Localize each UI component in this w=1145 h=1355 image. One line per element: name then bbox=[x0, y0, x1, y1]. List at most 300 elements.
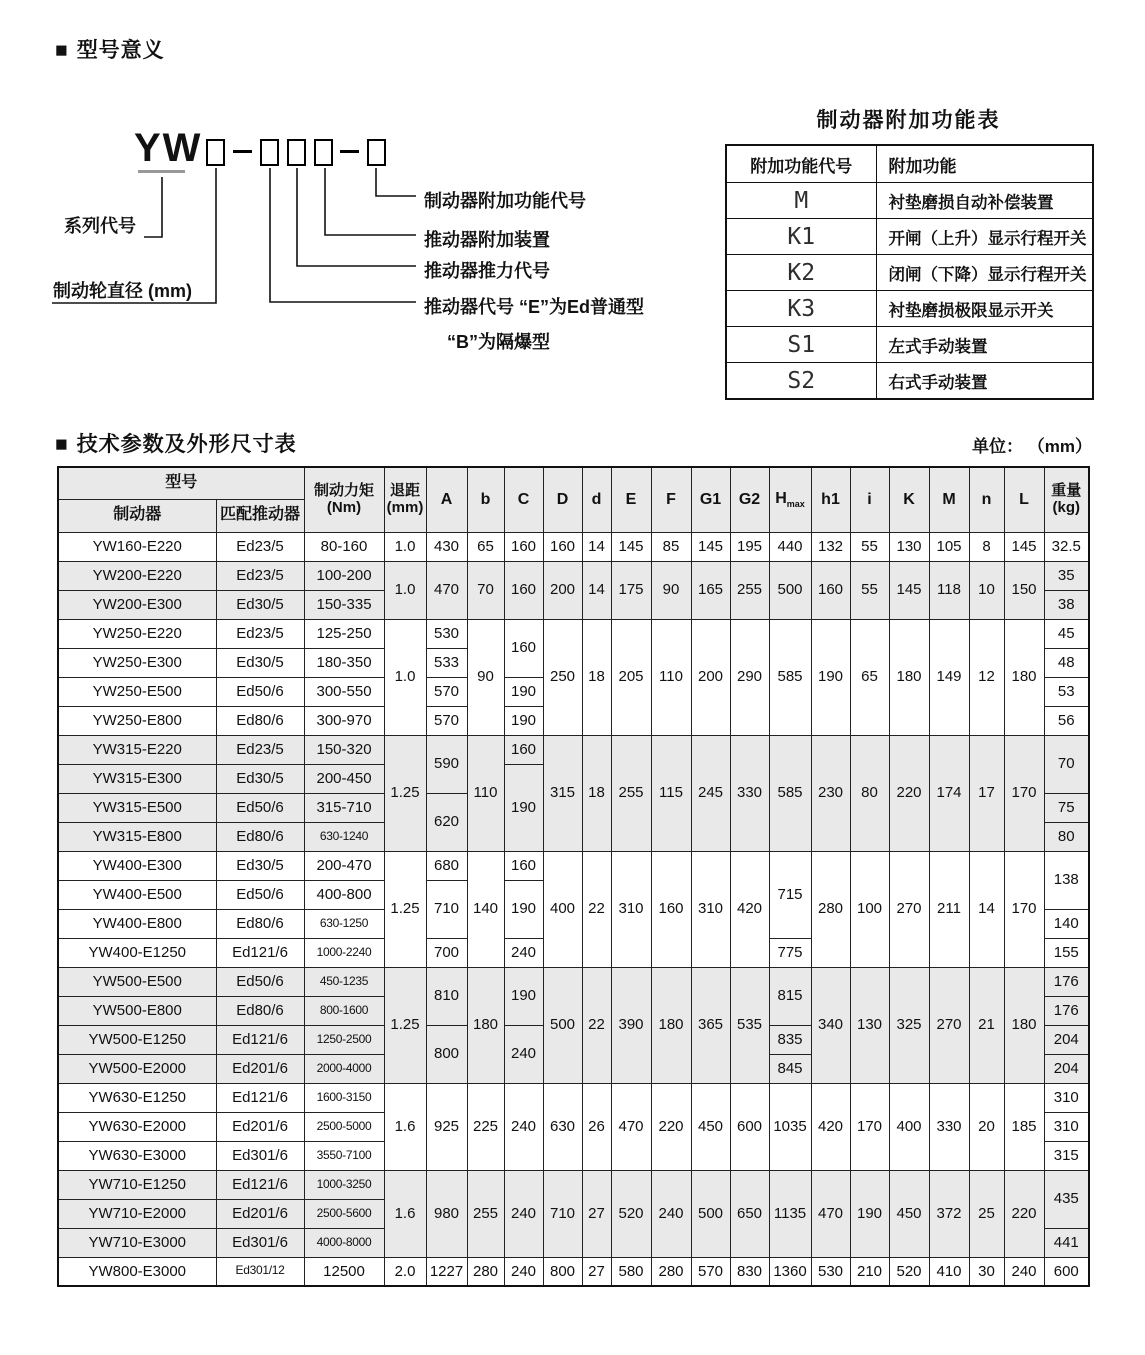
table-cell: 176 bbox=[1044, 967, 1089, 996]
table-cell: YW630-E3000 bbox=[58, 1141, 216, 1170]
table-cell: 140 bbox=[467, 851, 504, 967]
table-cell: YW630-E2000 bbox=[58, 1112, 216, 1141]
table-row bbox=[58, 1170, 1089, 1199]
table-cell: 255 bbox=[730, 561, 769, 619]
table-cell: 211 bbox=[929, 851, 969, 967]
table-cell: 630 bbox=[543, 1083, 582, 1170]
table-cell: 55 bbox=[850, 532, 889, 561]
column-header-a: A bbox=[426, 467, 467, 532]
function-description: 开闸（上升）显示行程开关 bbox=[876, 219, 1093, 255]
table-cell: 18 bbox=[582, 735, 611, 851]
table-cell: 1360 bbox=[769, 1257, 811, 1286]
table-cell: 500 bbox=[769, 561, 811, 619]
column-header-torque bbox=[304, 467, 384, 532]
table-cell: YW250-E500 bbox=[58, 677, 216, 706]
section1-title-text: 型号意义 bbox=[76, 39, 165, 62]
table-cell: 715 bbox=[769, 851, 811, 938]
table-cell: YW500-E2000 bbox=[58, 1054, 216, 1083]
table-cell: 17 bbox=[969, 735, 1004, 851]
table-cell: 170 bbox=[1004, 851, 1044, 967]
table-cell: 145 bbox=[691, 532, 730, 561]
table-cell: 310 bbox=[611, 851, 651, 967]
column-header-function-code: 附加功能代号 bbox=[726, 145, 876, 183]
table-cell: 180 bbox=[651, 967, 691, 1083]
table-cell: 590 bbox=[426, 735, 467, 793]
table-cell: 2500-5000 bbox=[304, 1112, 384, 1141]
table-cell: Ed80/6 bbox=[216, 996, 304, 1025]
table-cell: 270 bbox=[889, 851, 929, 967]
table-cell: 1.25 bbox=[384, 967, 426, 1083]
table-cell: 190 bbox=[504, 706, 543, 735]
table-cell: 1000-2240 bbox=[304, 938, 384, 967]
table-cell: 25 bbox=[969, 1170, 1004, 1257]
main-table bbox=[57, 466, 1090, 1287]
table-cell: 280 bbox=[467, 1257, 504, 1286]
table-cell: 700 bbox=[426, 938, 467, 967]
function-table bbox=[725, 144, 1094, 400]
function-description: 衬垫磨损自动补偿装置 bbox=[876, 183, 1093, 219]
table-cell: YW315-E500 bbox=[58, 793, 216, 822]
table-cell: YW630-E1250 bbox=[58, 1083, 216, 1112]
table-cell: 160 bbox=[504, 532, 543, 561]
table-cell: 570 bbox=[426, 706, 467, 735]
table-cell: Ed301/6 bbox=[216, 1141, 304, 1170]
table-cell: 48 bbox=[1044, 648, 1089, 677]
table-cell: 105 bbox=[929, 532, 969, 561]
table-cell: Ed30/5 bbox=[216, 851, 304, 880]
table-cell: 470 bbox=[611, 1083, 651, 1170]
torque-header-line2: (Nm) bbox=[326, 498, 362, 516]
table-cell: 20 bbox=[969, 1083, 1004, 1170]
table-cell: 180 bbox=[467, 967, 504, 1083]
table-cell: YW250-E300 bbox=[58, 648, 216, 677]
table-cell: 130 bbox=[850, 967, 889, 1083]
table-cell: 160 bbox=[504, 561, 543, 619]
table-cell: 630-1250 bbox=[304, 909, 384, 938]
table-cell: YW250-E800 bbox=[58, 706, 216, 735]
function-table-row bbox=[726, 291, 1093, 327]
table-cell: 470 bbox=[811, 1170, 850, 1257]
function-code: M bbox=[726, 183, 876, 219]
weight-header-line2: (kg) bbox=[1052, 498, 1081, 516]
table-cell: 520 bbox=[611, 1170, 651, 1257]
table-cell: 430 bbox=[426, 532, 467, 561]
table-cell: 835 bbox=[769, 1025, 811, 1054]
table-cell: 27 bbox=[582, 1257, 611, 1286]
column-header-d: d bbox=[582, 467, 611, 532]
table-cell: 200 bbox=[543, 561, 582, 619]
table-cell: 200 bbox=[691, 619, 730, 735]
unit-label: 单位： （mm） bbox=[972, 437, 1092, 456]
table-cell: 240 bbox=[504, 1025, 543, 1083]
table-cell: 520 bbox=[889, 1257, 929, 1286]
table-cell: 1.6 bbox=[384, 1170, 426, 1257]
table-cell: 300-970 bbox=[304, 706, 384, 735]
column-header-k: K bbox=[889, 467, 929, 532]
table-cell: 240 bbox=[504, 1170, 543, 1257]
label-brake-function-code: 制动器附加功能代号 bbox=[424, 191, 586, 211]
table-cell: 200-470 bbox=[304, 851, 384, 880]
table-cell: 115 bbox=[651, 735, 691, 851]
column-header-model: 型号 bbox=[58, 467, 304, 499]
table-cell: 110 bbox=[651, 619, 691, 735]
table-cell: 500 bbox=[691, 1170, 730, 1257]
table-cell: 245 bbox=[691, 735, 730, 851]
table-cell: 800 bbox=[543, 1257, 582, 1286]
column-header-g2: G2 bbox=[730, 467, 769, 532]
section-bullet-icon: ■ bbox=[55, 433, 69, 456]
table-cell: Ed121/6 bbox=[216, 1025, 304, 1054]
table-cell: 1.25 bbox=[384, 735, 426, 851]
function-table-row bbox=[726, 327, 1093, 363]
table-cell: 580 bbox=[611, 1257, 651, 1286]
weight-header-line1: 重量 bbox=[1051, 482, 1082, 500]
table-cell: 325 bbox=[889, 967, 929, 1083]
table-cell: 110 bbox=[467, 735, 504, 851]
table-cell: Ed121/6 bbox=[216, 938, 304, 967]
table-cell: 145 bbox=[889, 561, 929, 619]
table-cell: 80-160 bbox=[304, 532, 384, 561]
table-cell: 45 bbox=[1044, 619, 1089, 648]
column-header-e: E bbox=[611, 467, 651, 532]
table-cell: 315 bbox=[1044, 1141, 1089, 1170]
table-cell: Ed23/5 bbox=[216, 735, 304, 764]
table-cell: 4000-8000 bbox=[304, 1228, 384, 1257]
table-cell: 800 bbox=[426, 1025, 467, 1083]
table-cell: 38 bbox=[1044, 590, 1089, 619]
table-cell: 18 bbox=[582, 619, 611, 735]
table-cell: 240 bbox=[504, 938, 543, 967]
table-cell: 340 bbox=[811, 967, 850, 1083]
table-cell: 435 bbox=[1044, 1170, 1089, 1228]
table-cell: 175 bbox=[611, 561, 651, 619]
table-cell: 70 bbox=[1044, 735, 1089, 793]
table-cell: 190 bbox=[850, 1170, 889, 1257]
table-cell: 600 bbox=[1044, 1257, 1089, 1286]
table-cell: 56 bbox=[1044, 706, 1089, 735]
table-cell: 65 bbox=[850, 619, 889, 735]
table-row bbox=[58, 851, 1089, 880]
table-cell: 1.6 bbox=[384, 1083, 426, 1170]
table-cell: YW710-E2000 bbox=[58, 1199, 216, 1228]
table-cell: 710 bbox=[543, 1170, 582, 1257]
table-cell: 830 bbox=[730, 1257, 769, 1286]
table-cell: 22 bbox=[582, 851, 611, 967]
table-cell: 310 bbox=[1044, 1083, 1089, 1112]
table-cell: YW500-E800 bbox=[58, 996, 216, 1025]
section-title-parameters bbox=[55, 428, 297, 458]
table-cell: Ed50/6 bbox=[216, 677, 304, 706]
table-cell: 14 bbox=[969, 851, 1004, 967]
table-cell: 130 bbox=[889, 532, 929, 561]
table-cell: 280 bbox=[651, 1257, 691, 1286]
column-header-hmax: $H_{max}$ bbox=[769, 467, 811, 532]
function-table-header-row bbox=[726, 145, 1093, 183]
table-cell: 1.25 bbox=[384, 851, 426, 967]
table-row bbox=[58, 967, 1089, 996]
table-cell: 710 bbox=[426, 880, 467, 938]
table-cell: 240 bbox=[1004, 1257, 1044, 1286]
column-header-n: n bbox=[969, 467, 1004, 532]
table-cell: 132 bbox=[811, 532, 850, 561]
function-table-row bbox=[726, 219, 1093, 255]
table-cell: 204 bbox=[1044, 1054, 1089, 1083]
model-digit-box-attachment bbox=[314, 139, 333, 166]
table-cell: Ed30/5 bbox=[216, 648, 304, 677]
table-cell: Ed30/5 bbox=[216, 590, 304, 619]
table-cell: 210 bbox=[850, 1257, 889, 1286]
table-cell: 3550-7100 bbox=[304, 1141, 384, 1170]
table-cell: 176 bbox=[1044, 996, 1089, 1025]
table-cell: YW315-E220 bbox=[58, 735, 216, 764]
table-cell: 570 bbox=[426, 677, 467, 706]
table-cell: 190 bbox=[504, 677, 543, 706]
table-cell: 14 bbox=[582, 561, 611, 619]
table-cell: 1000-3250 bbox=[304, 1170, 384, 1199]
column-header-brake: 制动器 bbox=[58, 499, 216, 532]
torque-header-line1: 制动力矩 bbox=[314, 482, 375, 500]
table-cell: 204 bbox=[1044, 1025, 1089, 1054]
table-cell: 180 bbox=[1004, 967, 1044, 1083]
function-table-row bbox=[726, 363, 1093, 400]
table-cell: 150 bbox=[1004, 561, 1044, 619]
table-cell: 620 bbox=[426, 793, 467, 851]
table-cell: 441 bbox=[1044, 1228, 1089, 1257]
main-table-header-row-1 bbox=[58, 467, 1089, 499]
table-cell: 190 bbox=[504, 880, 543, 938]
table-cell: 27 bbox=[582, 1170, 611, 1257]
table-cell: YW500-E1250 bbox=[58, 1025, 216, 1054]
table-cell: 35 bbox=[1044, 561, 1089, 590]
table-cell: 315-710 bbox=[304, 793, 384, 822]
table-cell: 65 bbox=[467, 532, 504, 561]
table-cell: Ed23/5 bbox=[216, 532, 304, 561]
table-cell: 14 bbox=[582, 532, 611, 561]
table-cell: 450-1235 bbox=[304, 967, 384, 996]
table-cell: 300-550 bbox=[304, 677, 384, 706]
table-cell: 220 bbox=[889, 735, 929, 851]
table-cell: 149 bbox=[929, 619, 969, 735]
table-cell: 585 bbox=[769, 735, 811, 851]
column-header-f: F bbox=[651, 467, 691, 532]
table-cell: 26 bbox=[582, 1083, 611, 1170]
function-description: 衬垫磨损极限显示开关 bbox=[876, 291, 1093, 327]
label-wheel-diameter: 制动轮直径 (mm) bbox=[53, 281, 192, 301]
table-cell: 2.0 bbox=[384, 1257, 426, 1286]
table-cell: 290 bbox=[730, 619, 769, 735]
main-table-body bbox=[58, 532, 1089, 1286]
table-cell: 12500 bbox=[304, 1257, 384, 1286]
table-cell: 450 bbox=[691, 1083, 730, 1170]
table-cell: 310 bbox=[1044, 1112, 1089, 1141]
table-cell: YW315-E800 bbox=[58, 822, 216, 851]
column-header-l: L bbox=[1004, 467, 1044, 532]
table-cell: Ed80/6 bbox=[216, 706, 304, 735]
column-header-c: C bbox=[504, 467, 543, 532]
model-digit-box-thrust bbox=[287, 139, 306, 166]
table-cell: 160 bbox=[504, 735, 543, 764]
column-header-i: i bbox=[850, 467, 889, 532]
table-cell: 70 bbox=[467, 561, 504, 619]
table-cell: 53 bbox=[1044, 677, 1089, 706]
table-cell: 440 bbox=[769, 532, 811, 561]
table-cell: 1.0 bbox=[384, 561, 426, 619]
table-cell: 420 bbox=[811, 1083, 850, 1170]
label-series-code: 系列代号 bbox=[64, 216, 136, 236]
table-cell: Ed80/6 bbox=[216, 822, 304, 851]
table-cell: 80 bbox=[850, 735, 889, 851]
table-cell: 2500-5600 bbox=[304, 1199, 384, 1228]
table-cell: 145 bbox=[611, 532, 651, 561]
table-cell: 138 bbox=[1044, 851, 1089, 909]
function-code: S2 bbox=[726, 363, 876, 400]
table-cell: 170 bbox=[850, 1083, 889, 1170]
function-table-body bbox=[726, 183, 1093, 400]
model-digit-box-thruster-code bbox=[260, 139, 279, 166]
column-header-d: D bbox=[543, 467, 582, 532]
table-cell: 1600-3150 bbox=[304, 1083, 384, 1112]
table-cell: 190 bbox=[811, 619, 850, 735]
table-cell: 2000-4000 bbox=[304, 1054, 384, 1083]
table-cell: 118 bbox=[929, 561, 969, 619]
table-cell: 160 bbox=[651, 851, 691, 967]
table-cell: 650 bbox=[730, 1170, 769, 1257]
table-cell: YW400-E300 bbox=[58, 851, 216, 880]
table-cell: 190 bbox=[504, 967, 543, 1025]
table-cell: 630-1240 bbox=[304, 822, 384, 851]
table-cell: 21 bbox=[969, 967, 1004, 1083]
table-cell: 530 bbox=[811, 1257, 850, 1286]
table-cell: 680 bbox=[426, 851, 467, 880]
function-table-title: 制动器附加功能表 bbox=[816, 109, 1001, 132]
table-cell: 220 bbox=[651, 1083, 691, 1170]
label-thruster-attachment: 推动器附加装置 bbox=[424, 230, 550, 250]
table-row bbox=[58, 561, 1089, 590]
table-cell: 775 bbox=[769, 938, 811, 967]
table-cell: Ed23/5 bbox=[216, 561, 304, 590]
gap-header-line1: 退距 bbox=[390, 482, 421, 500]
column-header-h1: h1 bbox=[811, 467, 850, 532]
table-cell: 533 bbox=[426, 648, 467, 677]
table-cell: Ed201/6 bbox=[216, 1199, 304, 1228]
table-cell: 80 bbox=[1044, 822, 1089, 851]
table-cell: 1.0 bbox=[384, 619, 426, 735]
column-header-thruster: 匹配推动器 bbox=[216, 499, 304, 532]
table-cell: 420 bbox=[730, 851, 769, 967]
table-cell: YW710-E1250 bbox=[58, 1170, 216, 1199]
table-cell: 980 bbox=[426, 1170, 467, 1257]
column-header-weight bbox=[1044, 467, 1089, 532]
table-cell: 270 bbox=[929, 967, 969, 1083]
table-cell: 230 bbox=[811, 735, 850, 851]
function-table-row bbox=[726, 183, 1093, 219]
table-cell: 310 bbox=[691, 851, 730, 967]
table-cell: 85 bbox=[651, 532, 691, 561]
table-cell: YW200-E300 bbox=[58, 590, 216, 619]
table-cell: 280 bbox=[811, 851, 850, 967]
model-prefix: YW bbox=[134, 126, 203, 170]
table-cell: 205 bbox=[611, 619, 651, 735]
table-cell: 365 bbox=[691, 967, 730, 1083]
table-cell: 155 bbox=[1044, 938, 1089, 967]
table-cell: 330 bbox=[730, 735, 769, 851]
table-cell: YW710-E3000 bbox=[58, 1228, 216, 1257]
table-cell: 8 bbox=[969, 532, 1004, 561]
table-cell: 570 bbox=[691, 1257, 730, 1286]
table-cell: 1035 bbox=[769, 1083, 811, 1170]
table-row bbox=[58, 1257, 1089, 1286]
model-digit-box-diameter bbox=[206, 139, 225, 166]
table-cell: 200-450 bbox=[304, 764, 384, 793]
table-cell: 125-250 bbox=[304, 619, 384, 648]
table-row bbox=[58, 735, 1089, 764]
table-cell: 315 bbox=[543, 735, 582, 851]
table-cell: YW800-E3000 bbox=[58, 1257, 216, 1286]
table-cell: 150-320 bbox=[304, 735, 384, 764]
table-cell: 180-350 bbox=[304, 648, 384, 677]
table-cell: 400-800 bbox=[304, 880, 384, 909]
table-cell: 160 bbox=[504, 851, 543, 880]
table-cell: 75 bbox=[1044, 793, 1089, 822]
table-cell: 530 bbox=[426, 619, 467, 648]
column-header-m: M bbox=[929, 467, 969, 532]
table-cell: 22 bbox=[582, 967, 611, 1083]
function-code: S1 bbox=[726, 327, 876, 363]
table-cell: 32.5 bbox=[1044, 532, 1089, 561]
table-cell: YW200-E220 bbox=[58, 561, 216, 590]
table-cell: 165 bbox=[691, 561, 730, 619]
table-cell: 250 bbox=[543, 619, 582, 735]
model-dash-icon bbox=[233, 150, 252, 153]
function-table-row bbox=[726, 255, 1093, 291]
table-cell: 150-335 bbox=[304, 590, 384, 619]
table-cell: 600 bbox=[730, 1083, 769, 1170]
table-cell: 180 bbox=[1004, 619, 1044, 735]
table-cell: 30 bbox=[969, 1257, 1004, 1286]
column-header-function: 附加功能 bbox=[876, 145, 1093, 183]
label-thruster-code-line2: “B”为隔爆型 bbox=[447, 332, 550, 352]
function-code: K2 bbox=[726, 255, 876, 291]
table-cell: 810 bbox=[426, 967, 467, 1025]
function-code: K1 bbox=[726, 219, 876, 255]
section-bullet-icon: ■ bbox=[55, 39, 69, 62]
table-cell: 800-1600 bbox=[304, 996, 384, 1025]
table-cell: Ed50/6 bbox=[216, 880, 304, 909]
table-cell: 190 bbox=[504, 764, 543, 851]
table-cell: 180 bbox=[889, 619, 929, 735]
table-cell: 100 bbox=[850, 851, 889, 967]
function-description: 右式手动装置 bbox=[876, 363, 1093, 400]
table-cell: 390 bbox=[611, 967, 651, 1083]
table-cell: 372 bbox=[929, 1170, 969, 1257]
table-cell: 585 bbox=[769, 619, 811, 735]
table-cell: YW250-E220 bbox=[58, 619, 216, 648]
table-cell: 410 bbox=[929, 1257, 969, 1286]
table-cell: 12 bbox=[969, 619, 1004, 735]
table-cell: Ed121/6 bbox=[216, 1083, 304, 1112]
table-cell: YW400-E800 bbox=[58, 909, 216, 938]
table-cell: YW400-E1250 bbox=[58, 938, 216, 967]
table-cell: 815 bbox=[769, 967, 811, 1025]
table-cell: 535 bbox=[730, 967, 769, 1083]
table-cell: 170 bbox=[1004, 735, 1044, 851]
table-cell: Ed201/6 bbox=[216, 1112, 304, 1141]
table-cell: 1.0 bbox=[384, 532, 426, 561]
table-cell: Ed50/6 bbox=[216, 967, 304, 996]
function-code: K3 bbox=[726, 291, 876, 327]
table-cell: 330 bbox=[929, 1083, 969, 1170]
table-cell: 225 bbox=[467, 1083, 504, 1170]
